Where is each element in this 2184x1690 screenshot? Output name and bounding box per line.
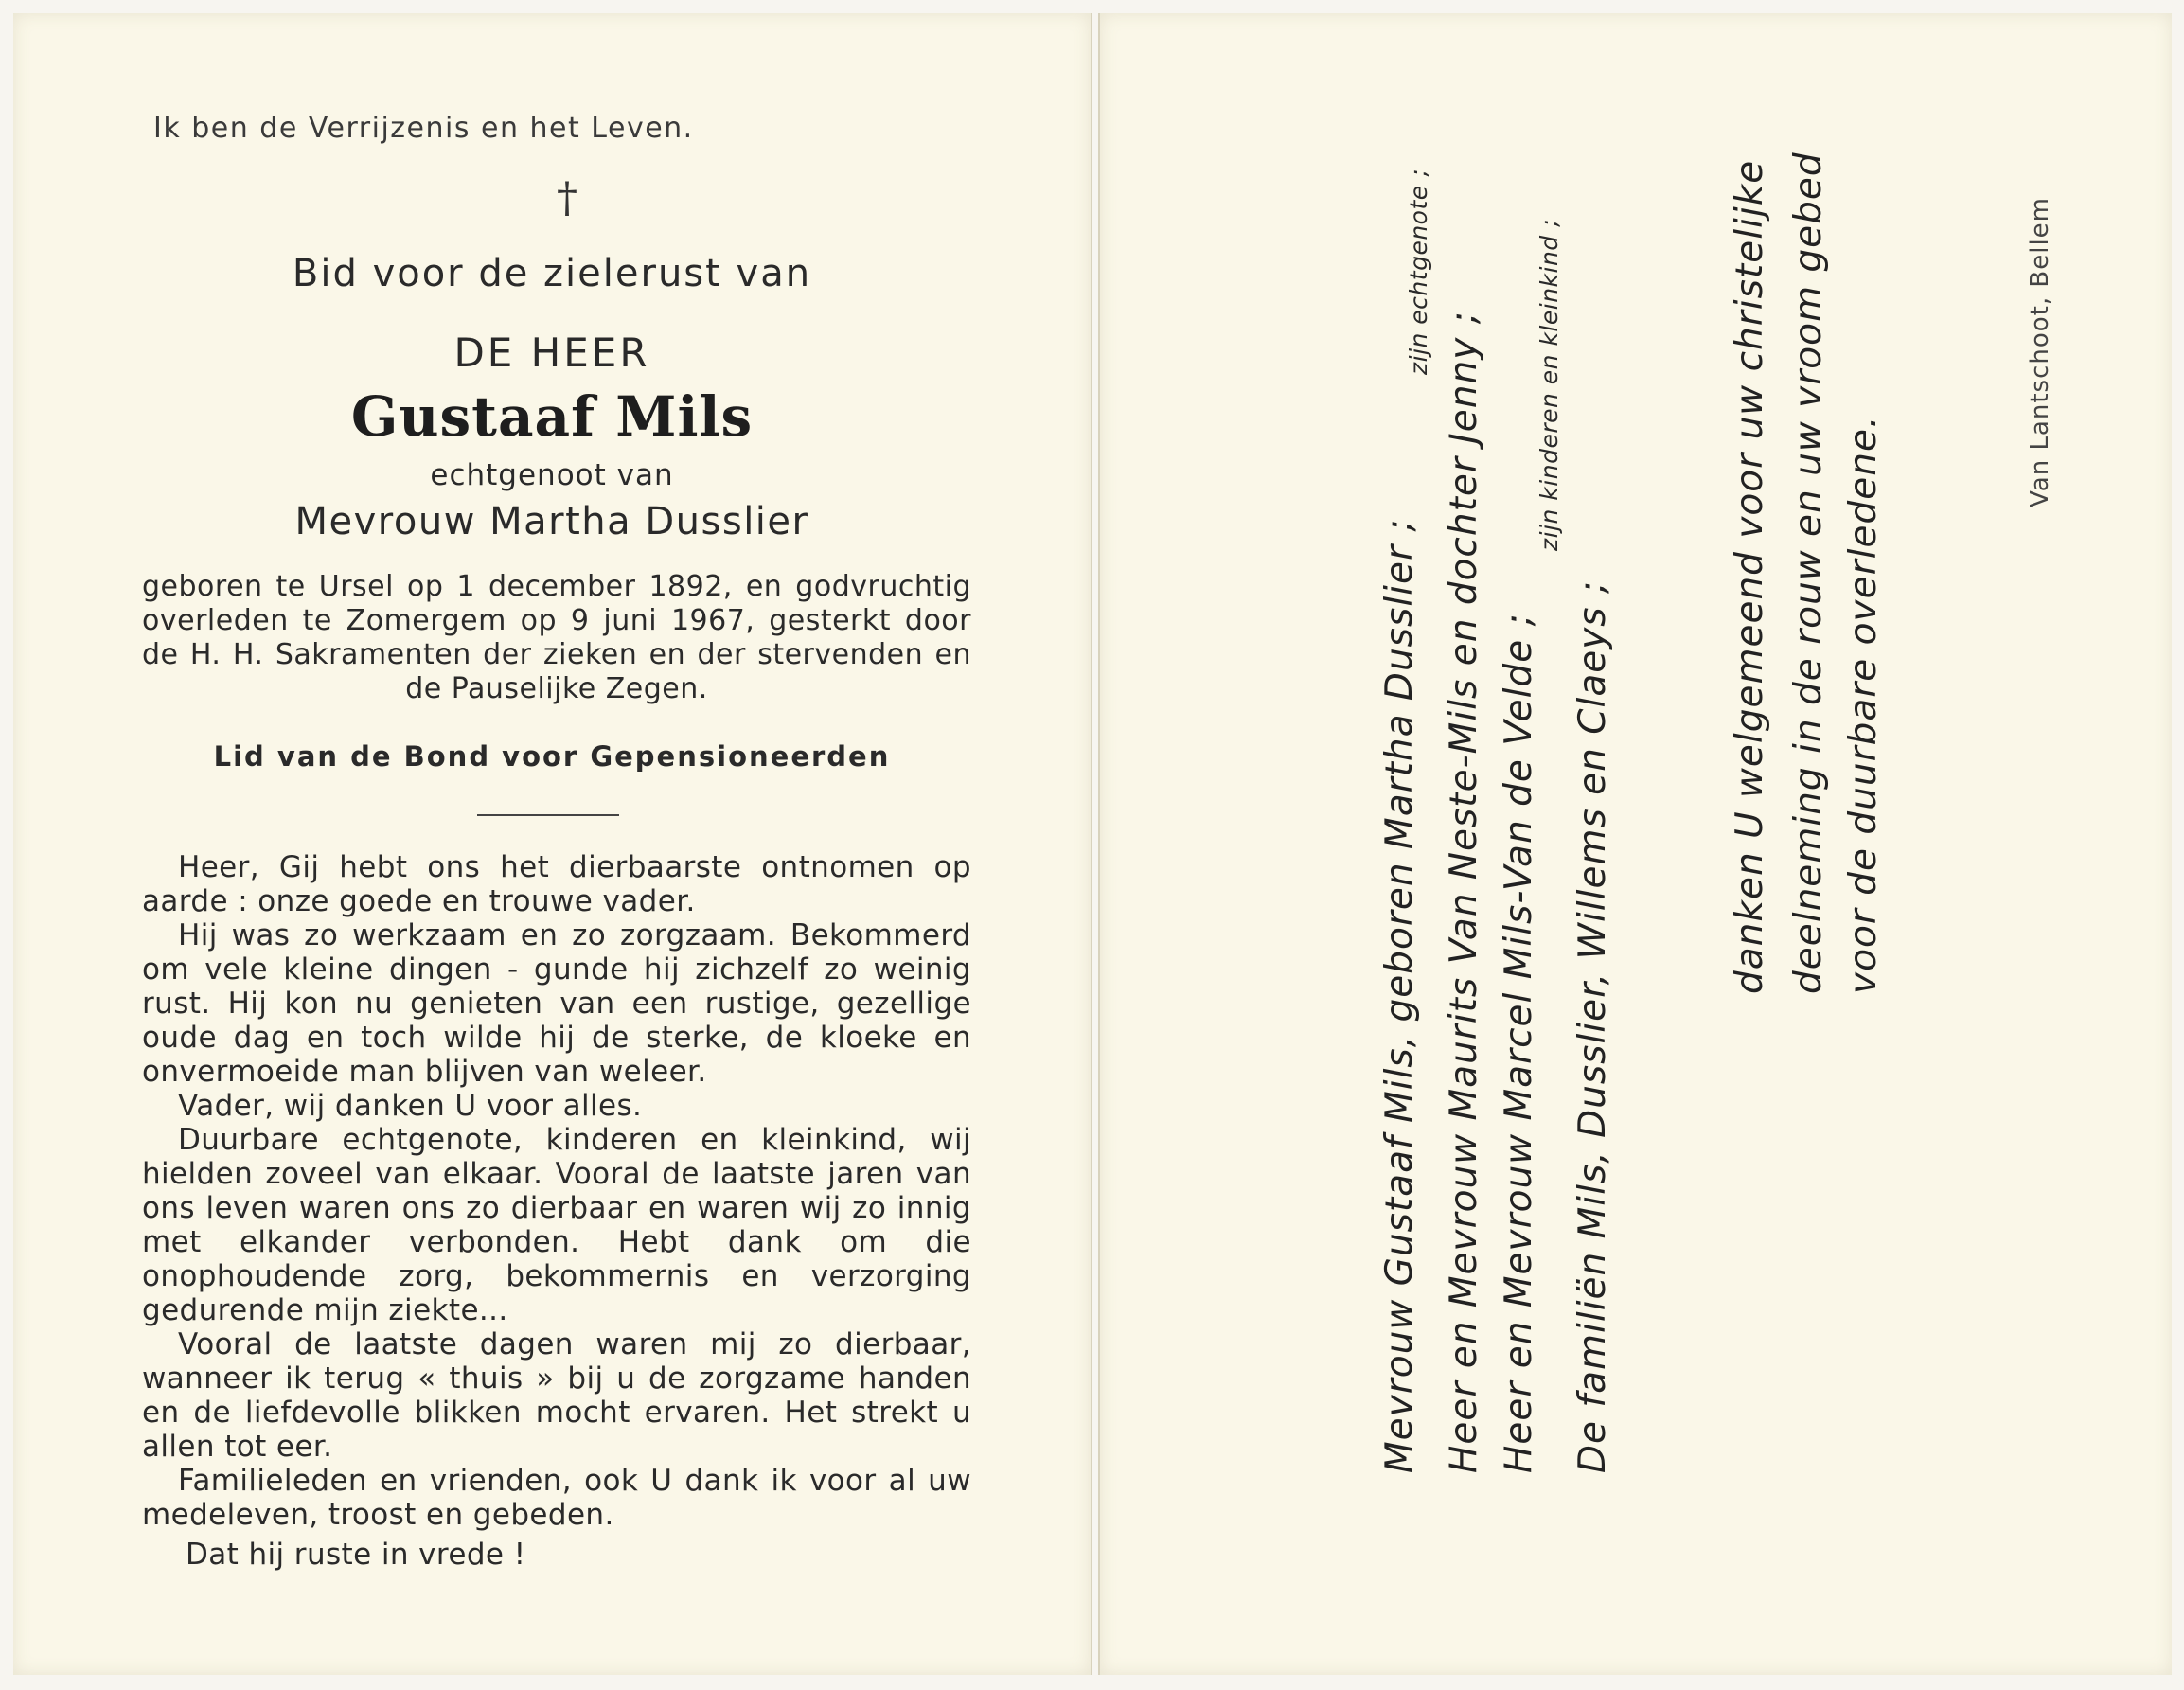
card-left-panel — [13, 13, 1092, 1675]
card-right-panel — [1098, 13, 2172, 1675]
closing-line: Dat hij ruste in vrede ! — [186, 1538, 526, 1572]
thanks-line-2: deelneming in de rouw en uw vroom gebed — [1787, 151, 1830, 994]
title-heading: DE HEER — [453, 329, 650, 376]
prayer-paragraph: Vooral de laatste dagen waren mij zo dierbaar, wanneer ik terug « thuis » bij u de zorgzame handen en de liefdevolle blikken mocht ervaren. Het strekt u allen tot eer. — [142, 1327, 971, 1464]
prayer-paragraph: Vader, wij danken U voor alles. — [178, 1089, 643, 1123]
printer-credit: Van Lantschoot, Bellem — [2026, 197, 2054, 507]
prayer-paragraph: Familieleden en vrienden, ook U dank ik voor al uw medeleven, troost en gebeden. — [142, 1464, 971, 1532]
prayer-body — [142, 850, 971, 1532]
family-line-2: Heer en Mevrouw Maurits Van Neste-Mils en dochter Jenny ; — [1443, 311, 1485, 1473]
family-line-3: Heer en Mevrouw Marcel Mils-Van de Velde ; — [1498, 613, 1540, 1473]
pray-line: Bid voor de zielerust van — [292, 252, 812, 295]
thanks-line-3: voor de duurbare overledene. — [1842, 415, 1885, 994]
thanks-line-1: danken U welgemeend voor uw christelijke — [1729, 159, 1771, 994]
divider — [477, 814, 619, 816]
family-note-children: zijn kinderen en kleinkind ; — [1536, 218, 1563, 551]
biography-text: geboren te Ursel op 1 december 1892, en godvruchtig overleden te Zomergem op 9 juni 1967, gesterkt door de H. H. Sakramenten der zieken en der stervenden en de Pauselijke Zegen. — [142, 570, 971, 705]
family-line-1: Mevrouw Gustaaf Mils, geboren Martha Dusslier ; — [1378, 518, 1421, 1473]
deceased-name: Gustaaf Mils — [350, 384, 754, 449]
prayer-paragraph: Duurbare echtgenote, kinderen en kleinkind, wij hielden zoveel van elkaar. Vooral de laatste jaren van ons leven waren ons zo dierbaar en waren wij zo innig met elkander verbonden. Hebt dank om die onophoudende zorg, bekommernis en verzorging gedurende mijn ziekte... — [142, 1123, 971, 1327]
cross-icon: † — [557, 174, 577, 222]
prayer-paragraph: Heer, Gij hebt ons het dierbaarste ontnomen op aarde : onze goede en trouwe vader. — [142, 850, 971, 918]
family-note-spouse: zijn echtgenote ; — [1405, 168, 1432, 375]
membership-line: Lid van de Bond voor Gepensioneerden — [213, 740, 891, 773]
spouse-of-label: echtgenoot van — [430, 458, 674, 492]
prayer-paragraph: Hij was zo werkzaam en zo zorgzaam. Bekommerd om vele kleine dingen - gunde hij zichzelf zo weinig rust. Hij kon nu genieten van een rustige, gezellige oude dag en toch wilde hij de sterke, de kloeke en onvermoeide man blijven van weleer. — [142, 918, 971, 1089]
spouse-name: Mevrouw Martha Dusslier — [294, 500, 809, 543]
motto-text: Ik ben de Verrijzenis en het Leven. — [153, 112, 694, 145]
family-line-4: De familiën Mils, Dusslier, Willems en Claeys ; — [1571, 579, 1614, 1473]
